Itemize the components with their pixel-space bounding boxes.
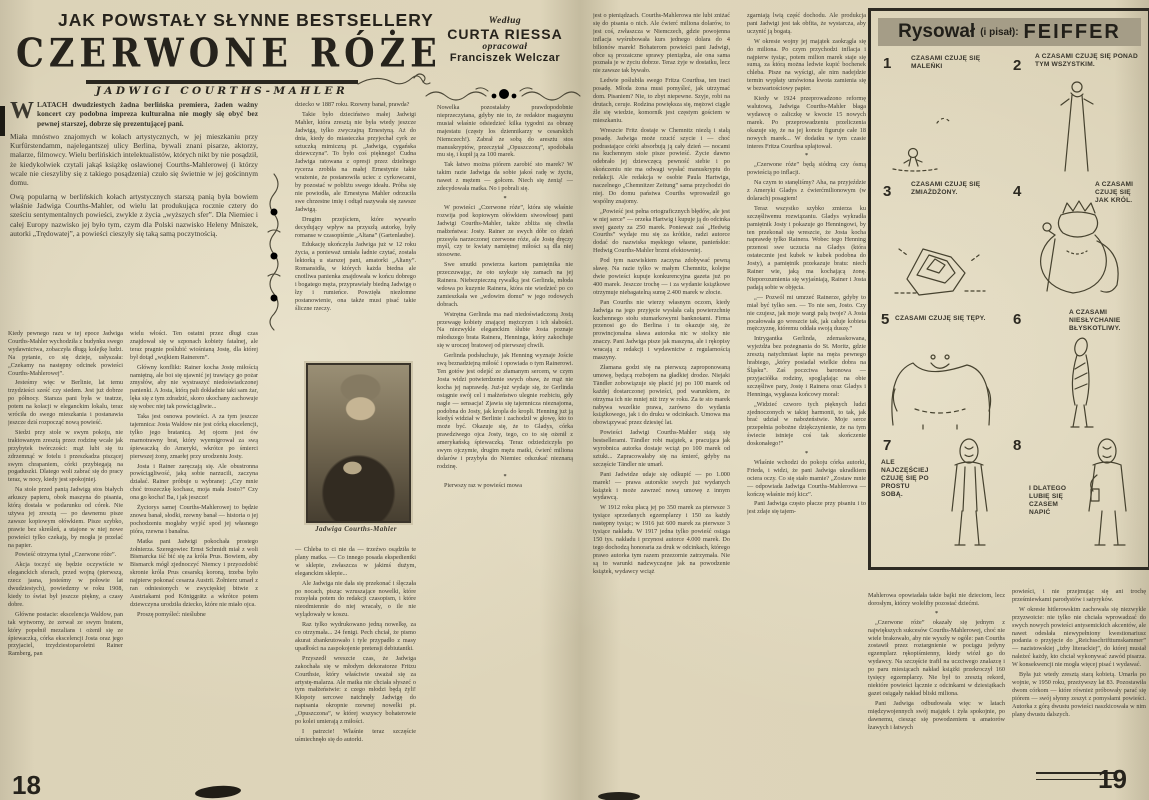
cartoon-panel-5 — [879, 309, 1005, 433]
intro-paragraphs: Miała mnóstwo znajomych w kołach artystycznych, w jej mieszkaniu przy Kurfürstendamm, najelegantszej ulicy Berlina, bywali znani pisarze, aktorzy, malarze, filmowcy. Wielu berlińskich intelektualistów, których nikt by nie posądził, że kiedykolwiek czytali jakąś książkę osławionej Courths-Mahlerowej (i którzy wcale nie cieszyliby się z takiego posądzenia) czuło się świetnie w jej gościnnym domu. Ową popularną w berlińskich kołach artystycznych starszą panią była bowiem właśnie Jadwiga Courths-Mahler, od wielu lat produkująca rocznie cztery do sześciu sentymentalnych powieści, zwykle z życia „wyższych sfer”. Dla Niemiec i całej Europy nazwisko jej było tym, czym dla Polski nazwisko Heleny Mniszek, autorki „Trędowatej”, a powieści cieszyły się taką samą poczytnością. — [10, 131, 258, 238]
p18-column-1: Kiedy pewnego razu w tej epoce Jadwiga Courths-Mahler wychodziła z budynku swego wydawnictwa, zobaczyła długą kolejkę ludzi. Na pytanie, co się dzieje, usłyszała: „Czekamy na następny odcinek powieści Courths-Mahlerowej”. Jesteśmy więc w Berlinie, lat temu trzydzieści sześć czy siedem. Jest już dobrze po północy. Starsza pani była w teatrze, potem na kolacji w eleganckim lokalu, teraz wróciła do swego mieszkania i postanawia jeszcze dziś rozpocząć nową powieść. Siedzi przy stole w swym pokoju, nie traktowanym zresztą przez rodzinę wcale jak przybytek twórczości: mąż lubi się tu zdrzemnąć w fotelu i przeszkadza piszącej swym chrapaniem, córki przybiegają na pogaduszki. Dlatego woli zabrać się do pracy teraz, w nocy, kiedy jest spokojniej. Na stole przed panią Jadwigą stos białych arkuszy papieru, obok maszyna do pisania, którą dostała w podarunku od córek. Nie używa jej zresztą — po dawnemu pisze zawsze kopiowym ołówkiem. Pisze szybko, prawie bez skreśleń, a utajone w niej nowe powieści tylko czekają, by mogła je przelać na papier. Powieść otrzyma tytuł „Czerwone róże”. Akcja toczyć się będzie oczywiście w eleganckich sferach, przed wojną (pierwszą, rzecz jasna, jesteśmy w połowie lat dwudziestych), powiedzmy w roku 1908, kiedy to świat był jeszcze piękny, a czasy dobre. Główne postacie: ekscelencja Waldow, pan tak wytworny, że zerwał ze swym bratem, który popełnił mezalians i ożenił się ze śpiewaczką, córka ekscelencji Josta oraz jego przyjaciel, trzydziestoparoletni Rainer Ramberg, pan — [8, 330, 123, 658]
article-intro — [10, 100, 258, 328]
cartoon-panel-7 — [879, 437, 1005, 557]
page-number-19: 19 — [1098, 764, 1127, 794]
byline-author: CURTA RIESSA — [447, 26, 563, 42]
p19-column-3: Mahlerowa opowiadała takie bajki nie dzieciom, lecz dorosłym, którzy woleliby pozostać dziećmi. * „Czerwone róże” okazały się jednym z największych sukcesów Courths-Mahlerowej, choć nie wiele brakowało, aby nie wyszły w ogóle: pan Courths zostawił przez roztargnienie w pociągu jedyny egzemplarz rękopiśmienny, kiedy wiózł go do wydawcy. Na szczęście trafił na uczciwego znalazcę i po paru miesiącach nakład książki przekroczył 160 tysięcy egzemplarzy. Nie był to zresztą rekord, niektóre powieści łącznie z odcinkami w dziesiątkach gazet osiągały nakład bliski miliona. Pani Jadwiga odbudowała więc w latach międzywojennych swój majątek i żyła spokojnie, po dawnemu, ciesząc się powodzeniem u amatorów łzawych i łatwych — [868, 592, 1005, 731]
page-number-18: 18 — [12, 770, 41, 800]
title-rule — [86, 80, 358, 84]
feiffer-title-band — [878, 18, 1141, 46]
floral-divider-icon — [424, 84, 584, 104]
cartoon-drinking-man-figure — [1071, 437, 1142, 557]
cartoon-crushed-figure — [879, 209, 1005, 303]
cartoon-panel-2 — [1011, 53, 1142, 177]
print-smudge — [195, 784, 242, 799]
p19-column-2: zgarniają lwią część dochodu. Ale produkcja pani Jadwigi jest tak obfita, że wystarcza, aby uczynić ją bogatą. W okresie wojny jej majątek zaokrągla się do miliona. Po czym przychodzi inflacja i najpierw tysiąc, potem milion marek staje się sumą, za którą można ledwie kupić bochenek chleba. Pisze na wyścigi, ale nim nadejdzie termin wypłaty umówiona kwota zamienia się w bezwartościowy papier. Kiedy w 1924 przeprowadzono reformę walutową, Jadwiga Courths-Mahler błaga wydawcę o zaliczkę w kwocie 15 nowych marek. Po przeprowadzeniu przeliczenia okazuje się, że na jej koncie figuruje całe 18 nowych marek... W dodatku w tym czasie interes Fritza Courthsa splajtował. * „Czerwone róże” będą siódmą czy ósmą powieścią po inflacji. Na czym to stanęliśmy? Aha, na przyjeździe z Ameryki Gladys z ćwierćmilionowym (w dolarach) posagiem! Teraz wszystko szybko zmierza ku szczęśliwemu rozwiązaniu. Gladys wykradła pamiętnik Josty i pokazuje go Henningowi, by ten przekonał się wreszcie, że Josta kocha naprawdę tylko Rainera. Wobec tego Henning przenosi swe uczucia na Gladys (która ostatecznie jest kubek w kubek podobna do Josty), a pamiętnik przekazuje bratu: niech Rainer wie, jaką ma kochającą żonę. Nieporozumienia się wyjaśniają, Rainer i Josta padają sobie w objęcia. „— Pozwól mi umrzeć Rainerze, gdyby to miał być tylko sen. — To nie sen, Josto. Czy nie czujesz, jak moje wargi palą twoje? A Josta pocałowała go wreszcie tak, jak całuje kobieta mężczyznę, któremu oddała swoją duszę.” Intrygantka Gerlinda, zdemaskowana, wyjeżdża bez pożegnania do St. Moritz, gdzie zresztą natychmiast łapie na męża pewnego hrabiego, „który posiadał wielkie dobra na Śląsku”. Zaś poczciwa baronowa — przyjaciółka rodziny, spoglądając na obie szczęśliwe pary, Jostę i Rainera oraz Gladys i Henninga, wygłasza końcowy morał: „Widzieć czworo tych pięknych ludzi zjednoczonych w takiej harmonii, to tak, jak brać udział w nabożeństwie. Moje serce przepełnia pobożne dziękczynienie, że na tym świecie istnieje coś tak skończenie doskonałego!” * Właśnie wchodzi do pokoju córka autorki, Frieda, i widzi, że pani Jadwiga ukradkiem ociera oczy. Co się stało mamie? „Zostaw mnie — odpowiada Jadwiga Courths-Mahlerowa — kończę właśnie mój kicz”. Pani Jadwiga często płacze przy pisaniu i to jest zdaje się tajem- — [747, 12, 866, 516]
article-author-line: JADWIGI COURTHS-MAHLER — [95, 85, 349, 97]
cartoon-panel-1 — [879, 53, 1005, 177]
panel-number: 8 — [1013, 437, 1022, 454]
p19-column-1: jest o pieniądzach. Courths-Mahlerowa nie lubi zniżać się do pisania o nich. Ale ćwierć miliona dolarów, to jest coś, zwłaszcza w Niemczech, gdzie powojenna inflacja wyśrubowała kurs jednego dolara do 4 bilionów marek! Bohaterom powieści pani Jadwigi, obce są prozaiczne sprawy pieniądza, ale ona sama poznała je w życiu dobrze. Teraz żyje w dostatku, lecz nie zawsze tak bywało. Ledwie poślubiła swego Fritza Courthsa, ten traci posadę. Młoda żona musi pomyśleć, jak utrzymać dom. Pisaniem? Nie, to zbyt niepewne. Szyje, robi na drutach, ceruje. Rodzina powiększa się, mężowi ciągle źle się wiedzie, komornik jest częstym gościem w mieszkaniu. Wreszcie Fritz dostaje w Chemnitz niezłą i stałą posadę. Jadwiga może rzucić szycie i — choć podrastające córki absorbują ją cały dzień — nocami na kuchennym stole pisze powieść. Życie dawno odebrało jej dziewczęcą pewność siebie i po skończeniu nie ma odwagi wysłać manuskryptu do redakcji. Ale redakcja w osobie Paula Hartwiga, naczelnego „Chemnitzer Zeitung” sama przychodzi do niej. Do domu państwa Courths wprowadził go wspólny znajomy. „Powieść jest pełna ortograficznych błędów, ale jest w niej serce” — orzeka Hartwig i kupuje ją do odcinka swej gazety za 250 marek. Ponieważ zaś „Hedwig Courths” wydaje mu się za krótkie, radzi autorce dodać do nazwiska męskiego własne, panieńskie: Hedwig Courths-Mahler brzmi efektowniej. Pod tym nazwiskiem zaczyna zdobywać pewną sławę. Na razie tylko w małym Chemnitz, kolejne dwie powieści kupuje konkurencyjna gazeta już po 400 marek. Jeszcze trochę — i za wydanie książkowe otrzymuje niebagatelną sumę 2.400 marek w złocie. Pan Courths nie wierzy własnym oczom, kiedy Jadwiga na jego przyjęcie wysłała całą powierzchnię kuchennego stołu stumarkowymi banknotami. Firma przenosi go do Berlina i tu okazuje się, że prowincjonalna sława autorska nic w stolicy nie znaczy. Pani Jadwiga pisze jak maszyna, ale i rękopisy wracają z redakcji i wydawnictw z regularnością maszyny. Złamana godzi się na pierwszą zaproponowaną umowę, będącą rozbojem na gładkiej drodze. Niejaki Tändler zobowiązuje się płacić jej po 100 marek od każdej dostarczonej powieści, pod warunkiem, że otrzyma ich nie mniej niż trzy w roku. Za te sto marek nabywa wszelkie prawa, zarówno do wydania książkowego, jak i do druku w odcinkach. Umowa ma obowiązywać przez dziesięć lat. Powieści Jadwigi Courths-Mahler stają się bestsellerami. Tändler robi majątek, a pracująca jak wyrobnica autorka dostaje wciąż po 100 marek od sztuki... Zapracowałaby się na śmierć, gdyby na szczęście Tändler nie umarł. Pani Jadwidze udaje się odkupić — po 1.000 marek! — prawa autorskie swych już wydanych książek i może zawrzeć nową umowę z innym wydawcą. W 1912 roku płacą jej po 350 marek za pierwsze 3 tysiące sprzedanych egzemplarzy i 150 za każdy następny tysiąc; w 1916 już 600 marek za pierwsze 3 tysiące nakładu. W 1917 jedna tylko powieść osiąga 150 tys. nakładu i przynosi autorce 4.000 marek. Do tego dochodzą honoraria za druk w odcinkach, którego prawo autorka tym razem przezornie zatrzymała. Nie są to warunki nadzwyczajne jak na powodzenie książek, wydawcy wciąż — [593, 12, 730, 575]
cartoon-stilts-figure — [1011, 79, 1142, 175]
feiffer-title-mid: (i pisał): — [980, 26, 1019, 38]
cartoon-dapper-thin-figure — [1011, 335, 1142, 431]
cartoon-hulking-figure — [879, 329, 1005, 431]
panel-caption: ALE NAJCZĘŚCIEJ CZUJĘ SIĘ PO PROSTU SOBĄ. — [881, 459, 929, 498]
byline-adapter: Franciszek Welczar — [449, 52, 561, 64]
panel-number: 5 — [881, 311, 890, 328]
panel-number: 6 — [1013, 311, 1022, 328]
panel-number: 3 — [883, 183, 892, 200]
panel-number: 7 — [883, 437, 892, 454]
cartoon-plain-man-figure — [935, 437, 1005, 557]
panel-caption: CZASAMI CZUJĘ SIĘ ZMIAŻDŻONY. — [911, 181, 981, 196]
print-smudge — [0, 106, 5, 136]
p19-column-4: powieści, i nie przejmując się ani trochę prześmiewkami parodystów i satyryków. W okresie hitlerowskim zachowała się niezwykle przyzwoicie: nie tylko nie chciała wprowadzać do swych nowych powieści antysemickich akcentów, ale nawet odesłała niewypełniony kwestionariusz podania o przyjęcie do „Reichsschrifttumskammer” — nazistowskiej „izby literackiej”, do której musiał należeć każdy, kto chciał wykonywać zawód pisarza. W konsekwencji nie mogła więcej pisać i wydawać. Była już wtedy zresztą starą kobietą. Umarła po wojnie, w 1950 roku, przeżywszy lat 83. Pozostawiła dwom córkom — które również próbowały parać się piórem — swój słynny zeszyt z pomysłami powieści. Autorka z górą dwustu powieści naszkicowała w nim plany dwustu dalszych. — [1012, 588, 1146, 718]
byline-wedlug: Według — [488, 16, 522, 26]
p18-column-2: wielu włości. Ten ostatni przez długi czas znajdował się w szponach kobiety fatalnej, ale teraz pragnie poślubić wiośnianą Jostę, dla której był dotąd „wujkiem Rainerem”. Główny konflikt: Rainer kocha Jostę miłością namiętną, ale boi się ujawnić jej trawiący go pożar zmysłów, aby nie wystraszyć niedoświadczonej panienki. A Josta, którą pali dokładnie taki sam żar, lęka się z tym zdradzić, skoro ukochany zachowuje się wobec niej tak powściągliwie... Taka jest osnowa powieści. A za tym jeszcze tajemnica: Josta Waldow nie jest córką ekscelencji, tylko jego bratanicą. Jej ojcem jest ów marnotrawny brat, który wyemigrował za swą śpiewaczką do Ameryki, wkrótce po śmierci pierwszej żony, zmarłej przy urodzeniu Josty. Josta i Rainer zaręczają się. Ale obustronna powściągliwość, jaką sobie narzucili, zaczyna działać. Rainer próbuje u wybranej: „Czy mnie choć troszeczkę kochasz, moja mała Josto?” Czy ona go kocha! Ba, i jak jeszcze! Życiorys samej Courths-Mahlerowej to będzie znowu banał, słodki, rzewny banał — historia o jej pochodzeniu mogłaby wyjść spod jej własnego pióra, rzewna i banalna. Matka pani Jadwigi pokochała prostego żołnierza. Szeregowiec Ernst Schmidt miał z woli Bismarcka iść bić się za króla Prus. Bowiem, aby Bismarck mógł zjednoczyć Niemcy i przyozdobić skronie króla Prus cesarską koroną, trzeba było najpierw pokonać cesarza Austrii. Żołnierz umarł z ran odniesionych w zwycięskiej bitwie z Austriakami pod Königgrätz a wkrótce potem dziewczyna urodziła dziecko, które nie miało ojca. Proszę pomyśleć: nieślubne — [130, 330, 258, 618]
panel-caption: I DLATEGO LUBIĘ SIĘ CZASEM NAPIĆ — [1029, 485, 1067, 516]
drop-cap: W — [10, 100, 34, 124]
panel-caption: A CZASAMI CZUJĘ SIĘ PONAD TYM WSZYSTKIM. — [1035, 53, 1138, 68]
p18-column-4: Nowelka pozostałaby prawdopodobnie nieprzeczytana, gdyby nie to, że redaktor magazynu musiał właśnie odsiedzieć kilka tygodni za obrazę majestatu (częsty los dziennikarzy w cesarskich Niemczech!). Zabrał ze sobą do aresztu stos manuskryptów, przeczytał „Opuszczoną”, spodobała mu się, i kupił ją za 100 marek. Tak łatwo można piórem zarobić sto marek? W takim razie Jadwiga da sobie jakoś radę w życiu, nawet z mężem — gołcem. Niech się żenią! — zdecydowała matka. No i pobrali się. * W powieści „Czerwone róże”, która się właśnie rozwija pod kopiowym ołówkiem siwowłosej pani Jadwigi Courths-Mahler, także zbliża się chwila małżeństwa: Josty. Rainer ze swych dóbr co dzień przesyła narzeczonej czerwone róże, ale Jostę dręczy myśl, czy te kwiaty namiętnej miłości są dla niej stosowne. Swe smutki powierza kartom pamiętnika nie przeczuwając, że oto szykuje się zamach na jej Rainera. Niebezpieczną rywalką jest Gerlinda, młoda wdowa po kuzynie Rainera, która nie wiedzieć po co zamieszkała we „wdowim domu” w jego rodowych dobrach. Wstrętna Gerlinda ma nad niedoświadczoną Jostą przewagę kobiety znającej mężczyzn i ich słabości. Na niezwykle eleganckim ślubie Josta poznaje młodszego brata Rainera, Henninga, który zakochuje się w uroczej bratowej od pierwszej chwili. Gerlinda podsłuchuje, jak Henning wyznaje Joście swą beznadziejną miłość i opowiada o tym Rainerowi. Ten gotów jest odejść ze złamanym sercem, w czym Josta widzi potwierdzenie swych obaw, że mąż nie kocha jej naprawdę. Już-już wydaje się, że Gerlinda osiągnie swój cel i małżeństwo ulegnie rozbiciu, gdy nagle — sensacja! Zjawia się tajemnicza nieznajoma, podobna do Josty, jak kropla do kropli. Henning już ją kiedyś widział w Berlinie i zachodził w głowę, kto to może być. Okazuje się, że to Gladys, córka prawdziwego ojca Josty, tego, co to się ożenił z amerykańską śpiewaczką. Teraz odziedziczyła po swym ojczymie, drugim mężu matki, ćwierć miliona dolarów i przybyła do Niemiec odszukać nieznaną rodzinę. * Pierwszy raz w powieści mowa — [437, 104, 573, 489]
feiffer-title-name: FEIFFER — [1023, 20, 1121, 43]
byline-opracowal: opracował — [482, 42, 528, 52]
panel-number: 2 — [1013, 57, 1022, 74]
photo-jadwiga-courths-mahler — [306, 363, 411, 523]
cartoon-panel-6 — [1011, 309, 1142, 433]
article-title: CZERWONE RÓŻE — [16, 30, 442, 77]
panel-caption: A CZASAMI NIESŁYCHANIE BŁYSKOTLIWY. — [1069, 309, 1121, 332]
feiffer-title-drew: Rysował — [898, 21, 976, 42]
cartoon-panel-8 — [1011, 437, 1142, 557]
panel-number: 4 — [1013, 183, 1022, 200]
panel-caption: CZASAMI CZUJĘ SIĘ TĘPY. — [895, 315, 986, 322]
panel-caption: CZASAMI CZUJĘ SIĘ MALEŃKI — [911, 55, 981, 70]
flourish-icon — [356, 70, 432, 94]
lede-paragraph: WLATACH dwudziestych żadna berlińska premiera, żaden ważny koncert czy podobna impreza kulturalna nie mogły się obyć bez pewnej starszej, dobrze się prezentującej pani. — [10, 100, 258, 128]
vertical-ornament-icon — [262, 172, 286, 332]
p18-column-3-top: dziecko w 1887 roku. Rzewny banał, prawda? Takie było dzieciństwo małej Jadwigi Mahler, która zresztą nie była wtedy jeszcze Jadwigą, tylko zwyczajną Ernestyną. Aż do dnia, kiedy do miasteczka przyjechał cyrk ze sztuczką mimiczną pt. „Jadwiga, cygańska dziewczyna”. To było coś pięknego! Cudna Jadwiga ratowana z opresji przez dzielnego rycerza zrobiła na małej Ernestynie takie wrażenie, że postanowiła uciec z cyrkowcami, by pozostać w pobliżu swego ideału. Próba się nie powiodła, ale Ernestyna Mahler odrzuciła swe chrzestne imię i odtąd nazywała się zawsze Jadwigą. Drugim przejściem, które wywarło decydujący wpływ na przyszłą autorkę, były romanse w czasopiśmie „Altana” (Gartenlaube). Edukację ukończyła Jadwiga już w 12 roku życia, a ponieważ umiała ładnie czytać, została lektorką u starszej pani, amatorki „Altany”. Romansidła, w których każda biedna ale cnotliwa panienka znajdowała w końcu dobrego i bogatego męża, przyprawiały biedną Jadwigę o łzy i rumieńce. Powzięła niezłomne postanowienie, ona także musi pisać takie śliczne rzeczy. — [295, 101, 416, 312]
photo-caption: Jadwiga Courths-Mahler — [315, 525, 397, 533]
kicker-headline: JAK POWSTAŁY SŁYNNE BESTSELLERY — [58, 10, 434, 30]
print-smudge — [598, 792, 640, 800]
cartoon-king-figure — [1011, 195, 1142, 303]
cartoon-panel-4 — [1011, 181, 1142, 305]
byline-block — [430, 16, 580, 65]
panel-number: 1 — [883, 55, 892, 72]
cartoon-panel-3 — [879, 181, 1005, 305]
feiffer-cartoon-box — [868, 8, 1149, 570]
p18-column-3-bottom: — Chleba to ci nie da — trzeźwo osądziła te plany matka. — Co innego posada ekspedientki w sklepie, zwłaszcza w jakimś dużym, eleganckim sklepie... Ale Jadwiga nie dała się przekonać i ślęczała po nocach, pisząc wzruszające nowelki, które rozsyłała potem do redakcji czasopism, i które nieodmiennie do niej wracały, o ile nie wylądowały w koszu. Raz tylko wydrukowano jedną nowelkę, za co otrzymała... 24 fenigi. Pech chciał, że pismo akurat zbankrutowało i tyle przypadło z masy upadłości na zaspokojenie pretensji debiutantki. Przyszedł wreszcie czas, że Jadwiga zakochała się w młodym dekoratorze Fritzu Courthsie, który właściwie uważał się za artystę-malarza. Ale matka nie chciała słyszeć o tym małżeństwie: z czego młodzi będą żyli! Kłopoty sercowe natchnęły Jadwigę do napisania okropnie rzewnej nowelki pt. „Opuszczona”, w której wszyscy bohaterowie po kolei umierają z miłości. I patrzcie! Właśnie teraz szczęście uśmiechnęło się do autorki. — [295, 546, 416, 743]
panel-caption: A CZASAMI CZUJĘ SIĘ JAK KRÓL. — [1095, 181, 1134, 204]
cartoon-tiny-figure — [879, 83, 1005, 175]
